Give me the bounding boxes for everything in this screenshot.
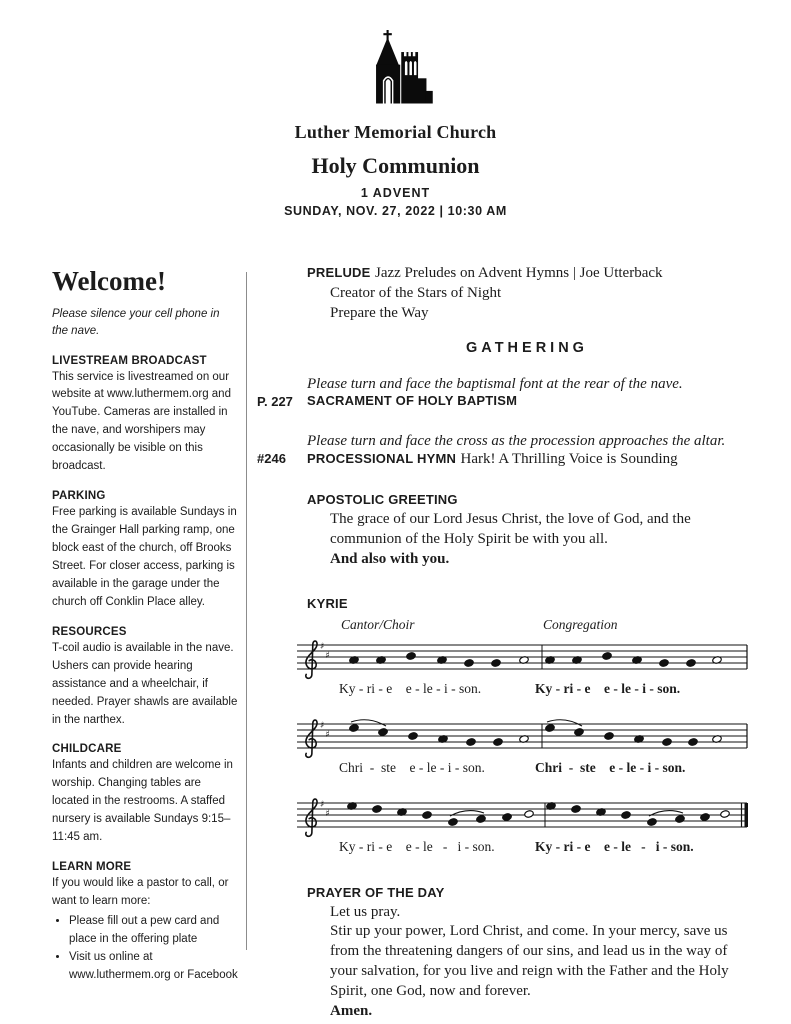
church-name: Luther Memorial Church (294, 122, 497, 142)
svg-text:♯: ♯ (325, 729, 330, 740)
sidebar-section-parking (52, 490, 238, 612)
gutter (257, 433, 307, 450)
svg-text:♯: ♯ (325, 808, 330, 819)
section-heading: RESOURCES (52, 625, 127, 638)
svg-text:♯: ♯ (320, 720, 325, 731)
processional-hymn-title: Hark! A Thrilling Voice is Sounding (460, 451, 678, 468)
prelude-item: Prepare the Way (330, 304, 429, 321)
gutter (257, 885, 307, 1022)
section-heading: CHILDCARE (52, 743, 122, 756)
cantor-lyrics: Ky - ri - e e - le - i - son. (339, 838, 495, 854)
greeting-text: The grace of our Lord Jesus Christ, the love of God, and the communion of the Holy Spirit be with you all. (330, 511, 691, 547)
sidebar-section-resources (52, 626, 238, 730)
processional-rubric-row (257, 433, 757, 450)
greeting-response: And also with you. (330, 550, 450, 567)
baptism-page-ref: P. 227 (257, 394, 293, 410)
prayer-heading: PRAYER OF THE DAY (307, 884, 445, 900)
silence-note: Please silence your cell phone in the nave. (52, 308, 220, 338)
lyrics-line-2 (295, 760, 757, 780)
kyrie-music (295, 617, 757, 859)
info-sidebar (52, 266, 238, 985)
prayer-of-the-day (257, 885, 757, 1022)
music-staff-1 (295, 633, 757, 681)
music-staff-2 (295, 712, 757, 760)
cantor-label: Cantor/Choir (341, 616, 415, 632)
church-logo-icon (359, 30, 433, 114)
lyrics-line-1 (295, 681, 757, 701)
svg-text:♯: ♯ (325, 650, 330, 661)
sidebar-section-learn-more (52, 861, 238, 985)
bullet-item: • Visit us online at www.luthermem.org or Facebook (69, 949, 238, 985)
bullet-item: • Please fill out a pew card and place in the offering plate (69, 913, 238, 949)
congregation-lyrics: Ky - ri - e e - le - i - son. (535, 838, 694, 854)
hymn-number: #246 (257, 451, 286, 467)
service-dateline: SUNDAY, NOV. 27, 2022 | 10:30 AM (284, 204, 507, 218)
section-body: T-coil audio is available in the nave. Ushers can provide hearing assistance and a wheelchair, if needed. Prayer shawls are available in the narthex. (52, 641, 238, 726)
section-body: If you would like a pastor to call, or want to learn more: (52, 877, 229, 908)
section-body: Free parking is available Sundays in the Grainger Hall parking ramp, one block east of the church, off Brooks Street. For closer access, parking is available in the garage under the church off Conklin Place alley. (52, 506, 237, 608)
baptism-rubric-row (257, 376, 757, 393)
masthead (0, 30, 791, 218)
kyrie-heading: KYRIE (307, 595, 348, 611)
congregation-lyrics: Ky - ri - e e - le - i - son. (535, 680, 681, 696)
column-divider (246, 272, 247, 950)
section-body: Infants and children are welcome in worship. Changing tables are located in the restrooms. A staffed nursery is available Sundays 9:15–11:45 am. (52, 759, 233, 844)
baptism-rubric: Please turn and face the baptismal font at the rear of the nave. (307, 376, 683, 393)
learn-more-bullets (52, 913, 238, 985)
season-label: 1 ADVENT (360, 186, 431, 200)
svg-text:♯: ♯ (320, 799, 325, 810)
processional-entry (257, 450, 757, 470)
prelude-item: Creator of the Stars of Night (330, 284, 502, 301)
welcome-heading: Welcome! (52, 266, 166, 296)
prayer-text: Stir up your power, Lord Christ, and come. In your mercy, save us from the threatening dangers of our sins, and lead us in the way of your salvation, for you live and reign with the Father and the Holy Spirit, one God, now and forever. (330, 923, 729, 999)
greeting-heading: APOSTOLIC GREETING (307, 492, 458, 508)
gutter (257, 264, 307, 323)
congregation-lyrics: Chri - ste e - le - i - son. (535, 759, 686, 775)
congregation-label: Congregation (543, 616, 618, 632)
gutter (257, 376, 307, 393)
svg-text:♯: ♯ (320, 641, 325, 652)
service-title: Holy Communion (311, 153, 480, 178)
sidebar-section-childcare (52, 743, 238, 847)
gathering-heading: GATHERING (466, 340, 588, 357)
music-staff-3 (295, 791, 757, 839)
baptism-label: SACRAMENT OF HOLY BAPTISM (307, 393, 518, 409)
voice-labels (295, 617, 757, 633)
processional-rubric: Please turn and face the cross as the procession approaches the altar. (307, 433, 726, 450)
processional-label: PROCESSIONAL HYMN (307, 451, 457, 467)
baptism-entry (257, 393, 757, 409)
lyrics-line-3 (295, 839, 757, 859)
section-heading: LIVESTREAM BROADCAST (52, 354, 207, 367)
prelude-label: PRELUDE (307, 265, 371, 280)
sidebar-section-livestream (52, 355, 238, 477)
prayer-invitation: Let us pray. (330, 903, 401, 920)
prayer-response: Amen. (330, 1002, 373, 1019)
prelude-entry (257, 264, 757, 323)
section-heading: PARKING (52, 490, 106, 503)
section-body: This service is livestreamed on our website at www.luthermem.org and YouTube. Cameras are installed in the nave, and worshipers may occasionally be visible on this broadcast. (52, 370, 231, 473)
service-order (257, 264, 757, 1021)
gutter (257, 492, 307, 569)
gutter (257, 596, 307, 611)
section-heading: LEARN MORE (52, 861, 132, 874)
kyrie-section (257, 596, 757, 611)
prelude-title: Jazz Preludes on Advent Hymns | Joe Utterback (374, 265, 663, 281)
cantor-lyrics: Ky - ri - e e - le - i - son. (339, 680, 482, 696)
cantor-lyrics: Chri - ste e - le - i - son. (339, 759, 485, 775)
apostolic-greeting (257, 492, 757, 569)
